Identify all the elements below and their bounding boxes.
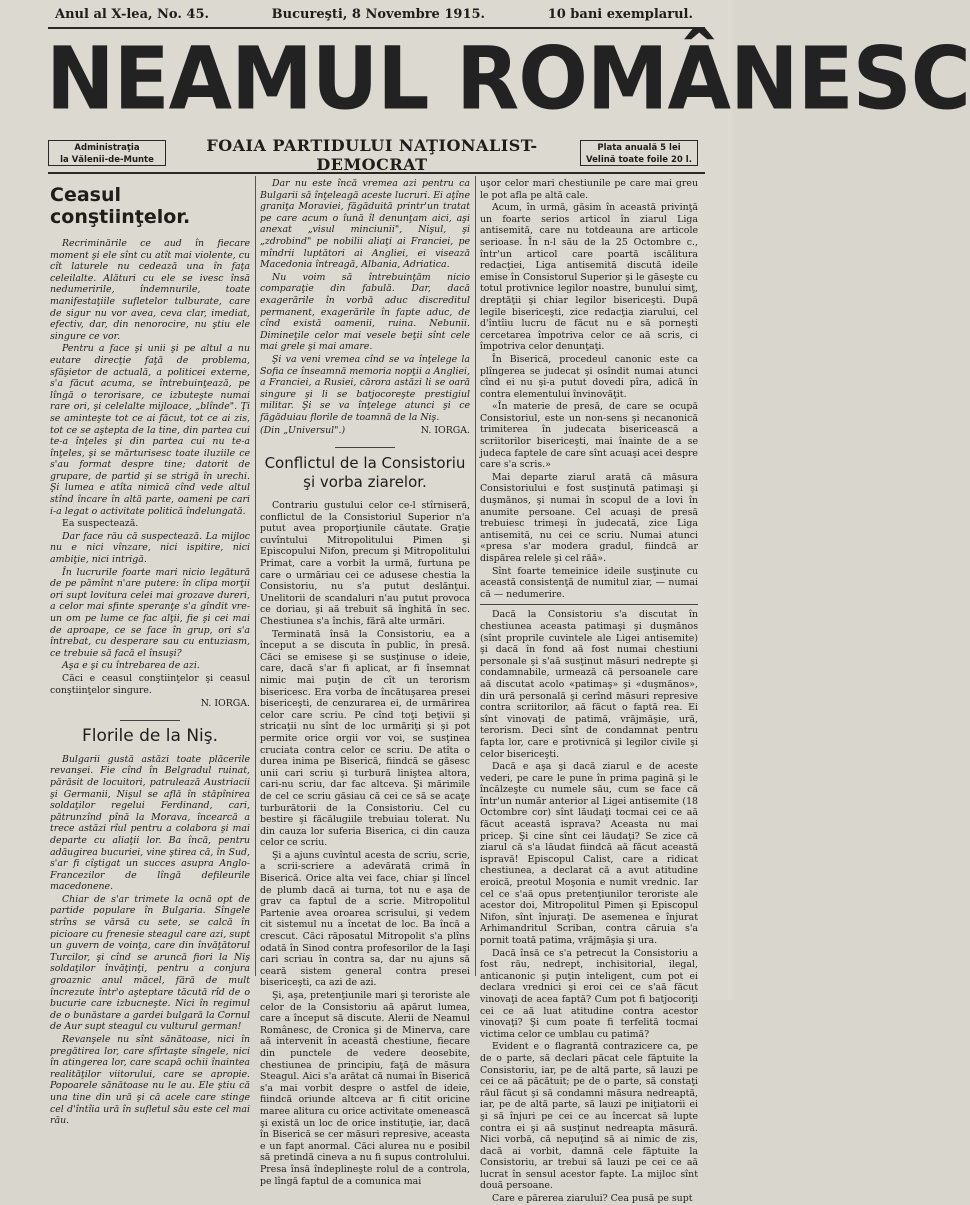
subscription-box	[580, 140, 698, 166]
article-title-ceasul: Ceasul conştiinţelor.	[50, 184, 191, 228]
article1-paragraph: Căci e ceasul conştiinţelor şi ceasul conştiinţelor singure.	[50, 672, 250, 696]
article2-paragraph: Revanşele nu sînt sănătoase, nici în pregătirea lor, care sfîrtaşte sîngele, nici în atingerea lor, care scapă ochii înaintea realităţilor viitorului, care se apropie. Popoarele sănătoase nu le au. Ele ştiu că una tine din ură şi că acele care stinge cel d'întîia ură în sufletul său este cel mai rău.	[50, 1034, 250, 1127]
column2-signature: N. IORGA.	[420, 425, 470, 437]
article2-paragraph: Bulgarii gustă astăzi toate plăcerile revanşei. Fie cînd în Belgradul ruinat, părăsit de locuitori, patrulează Austriacii şi Germanii, Nişul se află în stăpînirea soldaţilor regelui Ferdinand, cari, pătrunzînd pînă la Morava, încearcă a trece astăzi rîul pentru a colabora şi mai departe cu aliaţii lor. Ba încă, pentru adăugirea bucuriei, vine ştirea că, în Sud, s'ar fi cîştigat un succes asupra Anglo-Francezilor de lîngă defileurile macedonene.	[50, 753, 250, 893]
header-info-line	[55, 4, 693, 24]
article-title-conflictul: Conflictul de la Consistoriu şi vorba ziarelor.	[264, 454, 466, 492]
column2-paragraph: Terminată însă la Consistoriu, ea a început a se discuta în public, în presă. Căci se emisese şi se susţinuse o ideie, care, dacă s'ar fi aplicat, ar fi însemnat nimic mai puţin de cît un terorism bisericesc. Era vorba de încătuşarea presei bisericeşti, de cenzurarea ei, de urmărirea celor care scriu. Pe cînd toţi beţivii şi stricaţii nu sînt de loc urmăriţi şi şi pot permite orice orgii vor voi, se susţinea cruciata contra celor ce scriu. De atîta o durea inima pe Biserică, fiindcă se găsesc unii cari scriu şi turbură liniştea altora, cari-nu scriu, dar fac altceva. Şi mărimile de cel ce scriu găsiau că cei ce să se acaţe turburătorii de la Consistoriu. Cel cu bestire şi făcălugiile trebuiau tolerat. Nu din cauza lor suferia Biserica, ci din cauza celor ce scriu.	[260, 628, 470, 849]
column-divider-2	[475, 176, 476, 976]
column2-intro-paragraph: Dar nu este încă vremea azi pentru ca Bulgarii să înţeleagă aceste lucruri. Ei aţîne graniţa Moraviei, făgăduită printr'un tratat pe care acum o îună îl denunţam aici, aşi anexat „visul minciunii", Nişul, şi „zdrobind" pe nobilii aliaţi ai Franciei, pe mîndrii luptători ai Angliei, ei visează Macedonia întreagă, Albania, Adriatica.	[260, 178, 470, 271]
article-title-florile: Florile de la Niş.	[81, 725, 219, 746]
header-rule-bottom	[48, 172, 705, 174]
administration-box	[48, 140, 166, 166]
issue-price: 10 bani exemplarul.	[547, 6, 693, 22]
article1-signature: N. IORGA.	[200, 698, 250, 710]
column3-paragraph: Dacă e aşa şi dacă ziarul e de aceste vederi, pe care le pune în prima pagină şi le încălzeşte cu numele său, cum se face că într'un număr anterior al Ligei antisemite (18 Octombre cor) sînt lăudaţi tocmai cei ce aă făcut această isprava? Aceasta nu mai pricep. Şi cine sînt cei lăudaţi? Se zice că ziarul că s'a lăudat fiindcă aă făcut această ispravă! Episcopul Calist, care a ridicat chestiunea, a declarat că a avut atitudine eroică, preotul Moşonia e numit vrednic. Iar cel ce s'aă opus pretenţiunilor teroriste ale acestor doi, Mitropolitul Pimen şi Episcopul Nifon, sînt înjuraţi. De asemenea e înjurat Arhimandritul Scriban, contra căruia s'a pornit toată patima, vrăjmăşia şi ura.	[480, 761, 698, 946]
column3-paragraph: uşor celor mari chestiunile pe care mai greu le pot afla pe altă cale.	[480, 178, 698, 201]
article1-paragraph: Ea suspectează.	[62, 518, 139, 530]
column2-paragraph: Şi a ajuns cuvîntul acesta de scriu, scrie, a scrii-scriere a adevărată crimă în Biserică. Orice alta vei face, chiar şi lîncel de plumb dacă ai turna, tot nu e aşa de grav ca faptul de a scrie. Mitropolitul Partenie avea oroarea scrisului, şi vedem cit sistemul nu a încetat de loc. Ba încă a crescut. Căci răposatul Mitropolit s'a plîns odată în Sinod contra profesorilor de la Iaşi cari scriau în contra sa, dar nu ajuns să ceară sistem general contra presei bisericeşti, ca azi de azi.	[260, 849, 470, 989]
column-divider-1	[255, 176, 256, 976]
column2-paragraph: Şi, aşa, pretenţiunile mari şi teroriste ale celor de la Consistoriu aă apărut lumea, care a început să discute. Alerii de Neamul Românesc, de Cronica şi de Minerva, care aă intervenit în această chestiune, fiecare din punctele de vedere deosebite, chestiunea de principiu, faţă de măsura Steagul. Aici s'a arătat că numai în Biserică s'a mai vorbit despre o astfel de ideie, fiindcă oriunde altceva ar fi citit oricine maree alitura cu orice activitate omenească şi există un loc de orice instituţie, iar, dacă în Biserică se cer măsuri represive, aceasta e un fapt anormal. Căci alurea nu e posibil să pretindă cineva a nu fi supus controlului. Presa însă îndeplineşte rolul de a controla, pe lîngă faptul de a comunica mai	[260, 990, 470, 1187]
column-2	[260, 178, 470, 1187]
column3-paragraph: În Biserică, procedeul canonic este ca plîngerea se judecat şi osîndit numai atunci cînd ei nu şi-a putut dovedi pîra, adică în contra elementului învinovăţit.	[480, 353, 698, 400]
article1-paragraph: Recriminările ce aud în fiecare moment şi ele sînt cu atît mai violente, cu cît laturele nu cedează una în faţa celeilalte. Alături cu ele se ivesc însă nedumeririle, îndemnurile, toate manifestaţiile sufletelor tulburate, care de sigur nu vor avea, ceva clar, imediat, efectiv, dar, din nenorocire, nu ştiu ele singure ce vor.	[50, 238, 250, 342]
column2-source: (Din „Universul".)	[260, 425, 346, 437]
issue-date: Bucureşti, 8 Novembre 1915.	[271, 6, 486, 22]
separator	[480, 604, 698, 605]
column3-paragraph: Care e părerea ziarului? Cea pusă pe supt	[492, 1193, 693, 1205]
column2-intro-paragraph: Nu voim să întrebuinţăm nicio comparaţie din fabulă. Dar, dacă exagerările în vorbă aduc discreditul permanent, exagerările în fapte aduc, de cînd există oamenii, ruina. Nebunii. Dimineţile celor mai vesele beţii sînt cele mai grele şi mai amare.	[260, 271, 470, 353]
subscription-line2: Velină toate foile 20 l.	[586, 155, 692, 165]
column2-intro-paragraph: Şi va veni vremea cînd se va înţelege la Sofia ce înseamnă memoria nopţii a Angliei, a Franciei, a Rusiei, cărora astăzi li se oară singure şi li se batjocoreşte prestigiul militar. Şi se va înţelege atunci şi ce făgăduiau florile de toamnă de la Niş.	[260, 353, 470, 423]
article1-paragraph: Pentru a face şi unii şi pe altul a nu eutare direcţie faţă de problema, sfăşietor de actuală, a politicei externe, s'a făcut acuma, se întrebuinţează, pe lîngă o terorisare, ce izbuteşte numai rare ori, şi celelalte mijloace, „blînde". Ţi se aminteşte tot ce ai făcut, tot ce ai zis, tot ce se aştepta de la tine, din partea cui te-a înţeles şi din partea cui nu te-a înţeles, şi se mărturisesc toate iluziile ce s'au format despre tine; datorit de grupare, de partid şi se strigă în urechi. Şi lumea e atîta nimică cînd vede altul stînd încare în altă parte, oameni pe cari i-a legat o activitate politică îndelungată.	[50, 343, 250, 517]
subscription-line1: Plata anuală 5 lei	[597, 143, 681, 153]
article1-paragraph: Dar face rău că suspectează. La mijloc nu e nici vînzare, nici ispitire, nici ambiţie, nici intrigă.	[50, 530, 250, 566]
column-3	[480, 178, 698, 1205]
admin-line2: la Vălenii-de-Munte	[60, 155, 154, 165]
article1-paragraph: În lucrurile foarte mari nicio legătură de pe pămînt n'are putere: în clipa morţii ori supt lovitura celei mai grozave dureri, a celor mai sfinte speranţe s'a gîndit vre-un om pe lume ce fac alţii, fie şi cei mai de aproape, ce se face în grup, ori s'a întrebat, cu desperare sau cu entuziasm, ce trebuie să facă el însuşi?	[50, 566, 250, 659]
article2-paragraph: Chiar de s'ar trimete la ocnă opt de partide populare în Bulgaria. Sîngele strîns se vărsă cu sete, se calcă în picioare cu frenesie steagul care azi, supt un guvern de voinţa, care din învăţătorul Turcilor, şi cînd se aruncă fiori la Niş soldaţilor învăţinţi, pentru a conjura groaznic anul măcel, fără de mult încrezute într'o aşteptare tăcută rîd de o bucurie care izbucneşte. Nici în regimul de o bunăstare a gardei bulgară la Cornul de Aur supt steagul cu vulturul german!	[50, 893, 250, 1033]
column3-paragraph: Mai departe ziarul arată că măsura Consistoriului e fost susţinută patimaşi şi duşmănos, şi numai în scopul de a lovi în anumite persoane. Cel acuaşi de presă trebuiesc trimeşi în judecată, zice Liga antisemită, nu cei ce scriu. Numai atunci «presa s'ar modera gradul, fiindcă ar dispărea relele şi cel răă».	[480, 471, 698, 564]
column3-paragraph: «În materie de presă, de care se ocupă Consistoriul, este un non-sens şi necanonică trimiterea în judecata bisericească a scriitorilor bisericeşti, mai înainte de a se judeca faptele de care sînt acuaşi acei despre care s'a scris.»	[480, 401, 698, 471]
column3-paragraph: Dacă însă ce s'a petrecut la Consistoriu a fost rău, nedrept, inchisitorial, ilegal, anticanonic şi puţin inteligent, cum pot ei declara vrednici şi eroi cei ce s'aă făcut vinovaţi de acea faptă? Cum pot fi batjocoriţi cei ce aă luat atitudine contra acestor vinovaţi? Şi cum poate fi terfelită tocmai victima celor ce umblau cu patimă?	[480, 947, 698, 1040]
column3-paragraph: Sînt foarte temeinice ideile susţinute cu această consistenţă de numitul ziar, — numai că — nedumerire.	[480, 565, 698, 600]
column2-paragraph: Contrariu gustului celor ce-l stîrniseră, conflictul de la Consistoriul Superior n'a putut avea proporţiunile căutate. Graţie cuvîntului Mitropolitului Pimen şi Episcopului Nifon, precum şi Mitropolitului Primat, care a vorbit la urmă, furtuna pe care o urmăriau cei ce adusese chestia la Consistoriu, nu s'a putut deslănţui. Unelitorii de scandaluri n'au putut provoca ce doriau, şi aă trebuit să înghită în sec. Chestiunea s'a închis, fără alte urmări.	[260, 500, 470, 627]
separator	[120, 720, 180, 721]
article1-paragraph: Aşa e şi cu întrebarea de azi.	[62, 660, 200, 672]
admin-line1: Administraţia	[74, 143, 140, 153]
column3-paragraph: Dacă la Consistoriu s'a discutat în chestiunea aceasta patimaşi şi duşmănos (sînt proprile cuvintele ale Ligei antisemite) şi dacă în fond aă fost numai chestiuni personale şi s'aă susţinut măsuri nedrepte şi condamnabile, urmează că persoanele care aă discutat acolo «patimaş» şi «duşmănos», din ură personală şi cerînd măsuri represive contra scriitorilor, aă făcut o faptă rea. Ei sînt vinovaţi de patimă, vrăjmăşie, ură, terorism. Deci sînt de condamnat pentru fapta lor, care e protivnică şi legilor civile şi celor bisericeşti.	[480, 609, 698, 760]
newspaper-subtitle: FOAIA PARTIDULUI NAŢIONALIST-DEMOCRAT	[206, 136, 538, 174]
column-1	[50, 178, 250, 1127]
column3-paragraph: Evident e o flagrantă contrazicere ca, pe de o parte, să declari păcat cele făptuite la Consistoriu, iar, pe de altă parte, să lauzi pe cei ce aă păcătuit; pe de o parte, să constaţi răul făcut şi să condamni măsura nedreaptă, iar, pe de altă parte, să lauzi pe iniţiatorii ei şi să înjuri pe cei ce au încercat să lupte contra ei şi aă susţinut nedreapta măsură. Nici vorbă, că nepuţind să ai nimic de zis, dacă ai vorbit, damnă cele făptuite la Consistoriu, ar trebui să lauzi pe cei ce aă lucrat în sensul acestor fapte. La mijloc sînt două persoane.	[480, 1041, 698, 1192]
separator	[335, 447, 395, 448]
masthead-title: NEAMUL ROMÂNESC	[46, 29, 970, 130]
issue-number: Anul al X-lea, No. 45.	[55, 6, 210, 22]
column3-paragraph: Acum, în urmă, găsim în această privinţă un foarte serios articol în ziarul Liga antisemită, care nu totdeauna are articole serioase. În n-l său de la 25 Octombre c., într'un articol care poartă iscălitura redacţiei, Liga antisemită discută ideile emise în Consistorul Superior şi le găseşte cu totul protivnice legilor noastre, bunului simţ, dreptăţii şi chiar legilor bisericeşti. După legile bisericeşti, zice redacţia ziarului, cel d'întîiu lucru de făcut nu e să porneşti cercetarea împotriva celor ce aă scris, ci împotriva celor denunţaţi.	[480, 202, 698, 353]
